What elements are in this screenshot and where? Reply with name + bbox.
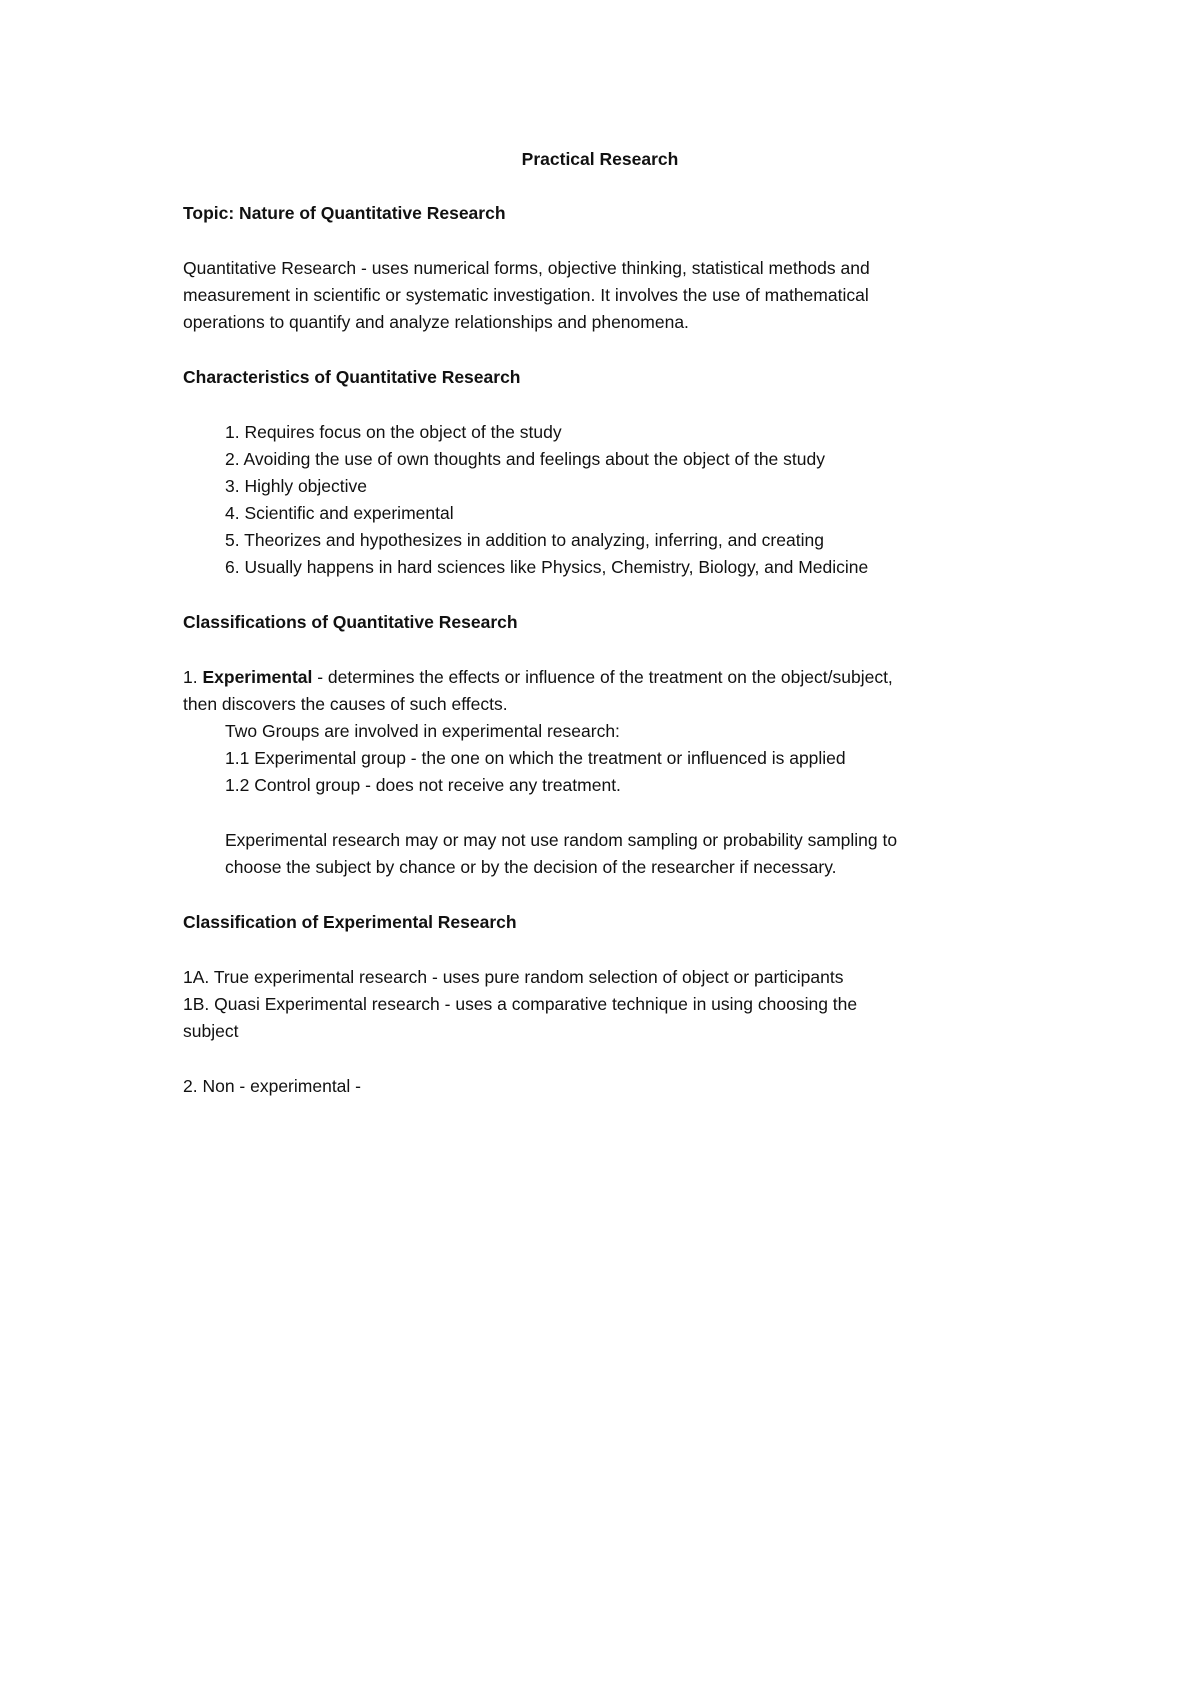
experimental-definition: - determines the effects or influence of the treatment on the object/subject, (312, 667, 893, 687)
experimental-definition-line-1 (183, 664, 893, 691)
definition-line-3: operations to quantify and analyze relationships and phenomena. (183, 312, 689, 332)
item-1b-line-1: 1B. Quasi Experimental research - uses a comparative technique in using choosing the (183, 994, 858, 1014)
topic-heading: Topic: Nature of Quantitative Research (183, 203, 506, 223)
characteristic-item-2: 2. Avoiding the use of own thoughts and feelings about the object of the study (225, 449, 825, 469)
group-item-1-1: 1.1 Experimental group - the one on which the treatment or influenced is applied (225, 748, 846, 768)
group-item-1-2: 1.2 Control group - does not receive any treatment. (225, 775, 621, 795)
characteristic-item-6: 6. Usually happens in hard sciences like Physics, Chemistry, Biology, and Medicine (225, 557, 869, 577)
experimental-term: Experimental (202, 667, 313, 687)
item-1b-line-2: subject (183, 1021, 239, 1041)
characteristic-item-4: 4. Scientific and experimental (225, 503, 454, 523)
characteristic-item-5: 5. Theorizes and hypothesizes in addition to analyzing, inferring, and creating (225, 530, 824, 550)
item-1a: 1A. True experimental research - uses pure random selection of object or participants (183, 967, 844, 987)
experimental-definition-line-2: then discovers the causes of such effects. (183, 694, 508, 714)
sampling-note-line-1: Experimental research may or may not use random sampling or probability sampling to (225, 830, 898, 850)
definition-line-2: measurement in scientific or systematic investigation. It involves the use of mathematical (183, 285, 869, 305)
experimental-number: 1. (183, 667, 203, 687)
characteristics-heading: Characteristics of Quantitative Research (183, 367, 521, 387)
characteristic-item-3: 3. Highly objective (225, 476, 368, 496)
document-title: Practical Research (521, 149, 679, 169)
definition-line-1: Quantitative Research - uses numerical forms, objective thinking, statistical methods and (183, 258, 870, 278)
groups-intro: Two Groups are involved in experimental research: (225, 721, 620, 741)
characteristic-item-1: 1. Requires focus on the object of the study (225, 422, 562, 442)
classifications-heading: Classifications of Quantitative Research (183, 612, 518, 632)
non-experimental-item: 2. Non - experimental - (183, 1076, 361, 1096)
experimental-classification-heading: Classification of Experimental Research (183, 912, 517, 932)
sampling-note-line-2: choose the subject by chance or by the decision of the researcher if necessary. (225, 857, 837, 877)
